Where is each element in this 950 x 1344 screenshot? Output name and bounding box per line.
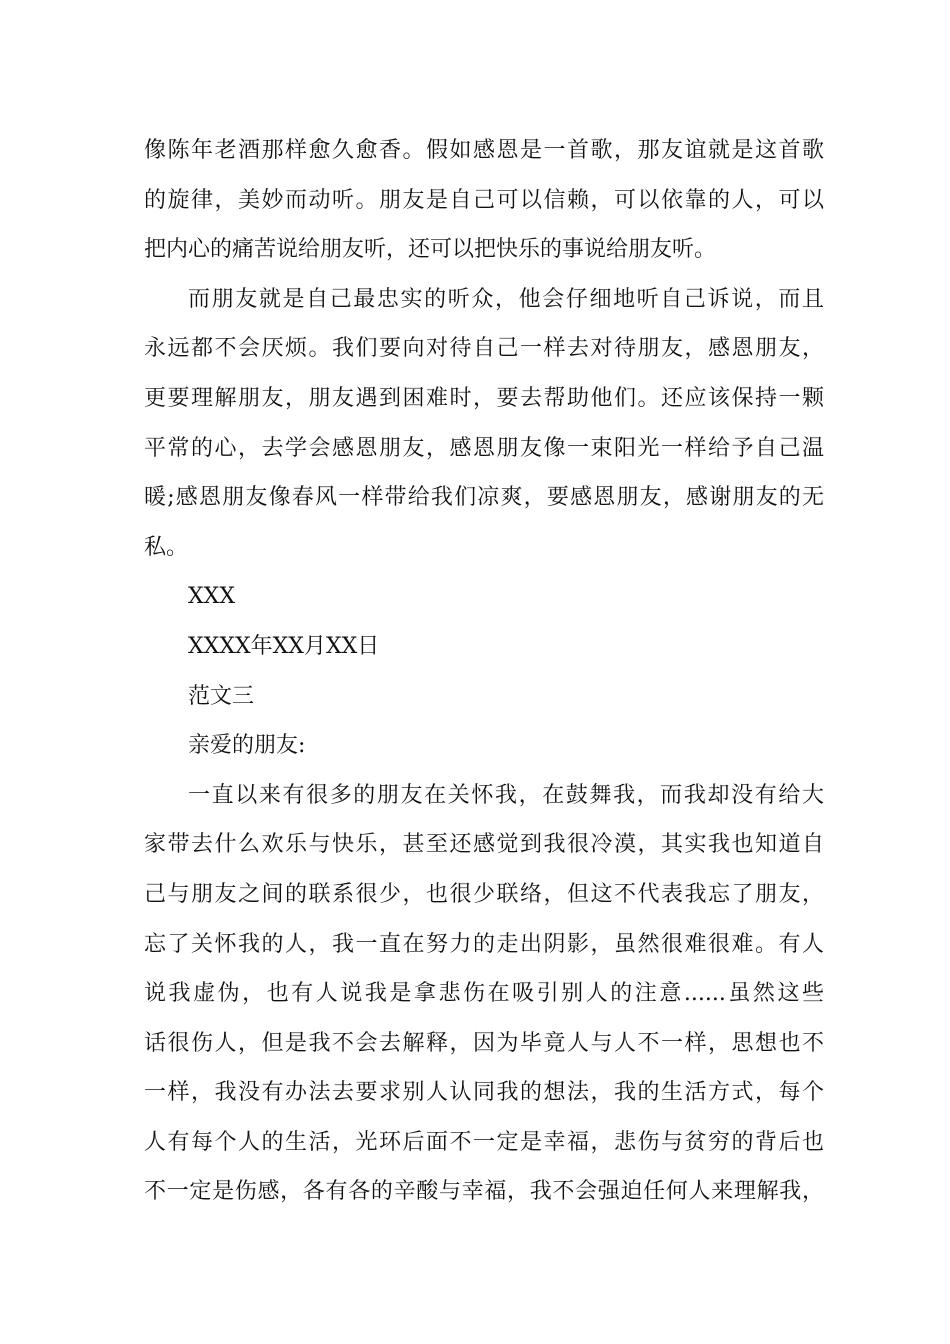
document-body <box>144 126 824 1217</box>
text-line: 永远都不会厌烦。我们要向对待自己一样去对待朋友，感恩朋友， <box>144 336 824 362</box>
text-line: 的旋律，美妙而动听。朋友是自己可以信赖，可以依靠的人，可以 <box>144 187 824 213</box>
text-line: 更要理解朋友，朋友遇到困难时，要去帮助他们。还应该保持一颗 <box>144 385 824 411</box>
text-line: 把内心的痛苦说给朋友听，还可以把快乐的事说给朋友听。 <box>144 237 717 263</box>
text-line: 己与朋友之间的联系很少，也很少联络，但这不代表我忘了朋友， <box>144 881 824 907</box>
text-line: 暖;感恩朋友像春风一样带给我们凉爽，要感恩朋友，感谢朋友的无 <box>144 485 824 511</box>
text-line: 忘了关怀我的人，我一直在努力的走出阴影，虽然很难很难。有人 <box>144 931 824 957</box>
text-line: 一样，我没有办法去要求别人认同我的想法，我的生活方式，每个 <box>144 1080 824 1106</box>
text-line: 不一定是伤感，各有各的辛酸与幸福，我不会强迫任何人来理解我， <box>144 1179 824 1205</box>
text-line: 私。 <box>144 534 189 560</box>
section-heading: 范文三 <box>188 683 255 709</box>
text-line: 而朋友就是自己最忠实的听众，他会仔细地听自己诉说，而且 <box>188 286 824 312</box>
text-line: 像陈年老酒那样愈久愈香。假如感恩是一首歌，那友谊就是这首歌 <box>144 138 824 163</box>
text-line: 平常的心，去学会感恩朋友，感恩朋友像一束阳光一样给予自己温 <box>144 435 824 461</box>
text-line: 一直以来有很多的朋友在关怀我，在鼓舞我，而我却没有给大 <box>188 782 824 808</box>
text-line: 说我虚伪，也有人说我是拿悲伤在吸引别人的注意......虽然这些 <box>144 981 824 1007</box>
text-line: 话很伤人，但是我不会去解释，因为毕竟人与人不一样，思想也不 <box>144 1030 824 1056</box>
signature-name: XXX <box>188 584 235 610</box>
text-line: 家带去什么欢乐与快乐，甚至还感觉到我很冷漠，其实我也知道自 <box>144 832 824 858</box>
text-line: 人有每个人的生活，光环后面不一定是幸福，悲伤与贫穷的背后也 <box>144 1129 824 1155</box>
salutation: 亲爱的朋友: <box>188 733 306 759</box>
signature-date: XXXX年XX月XX日 <box>188 633 380 659</box>
